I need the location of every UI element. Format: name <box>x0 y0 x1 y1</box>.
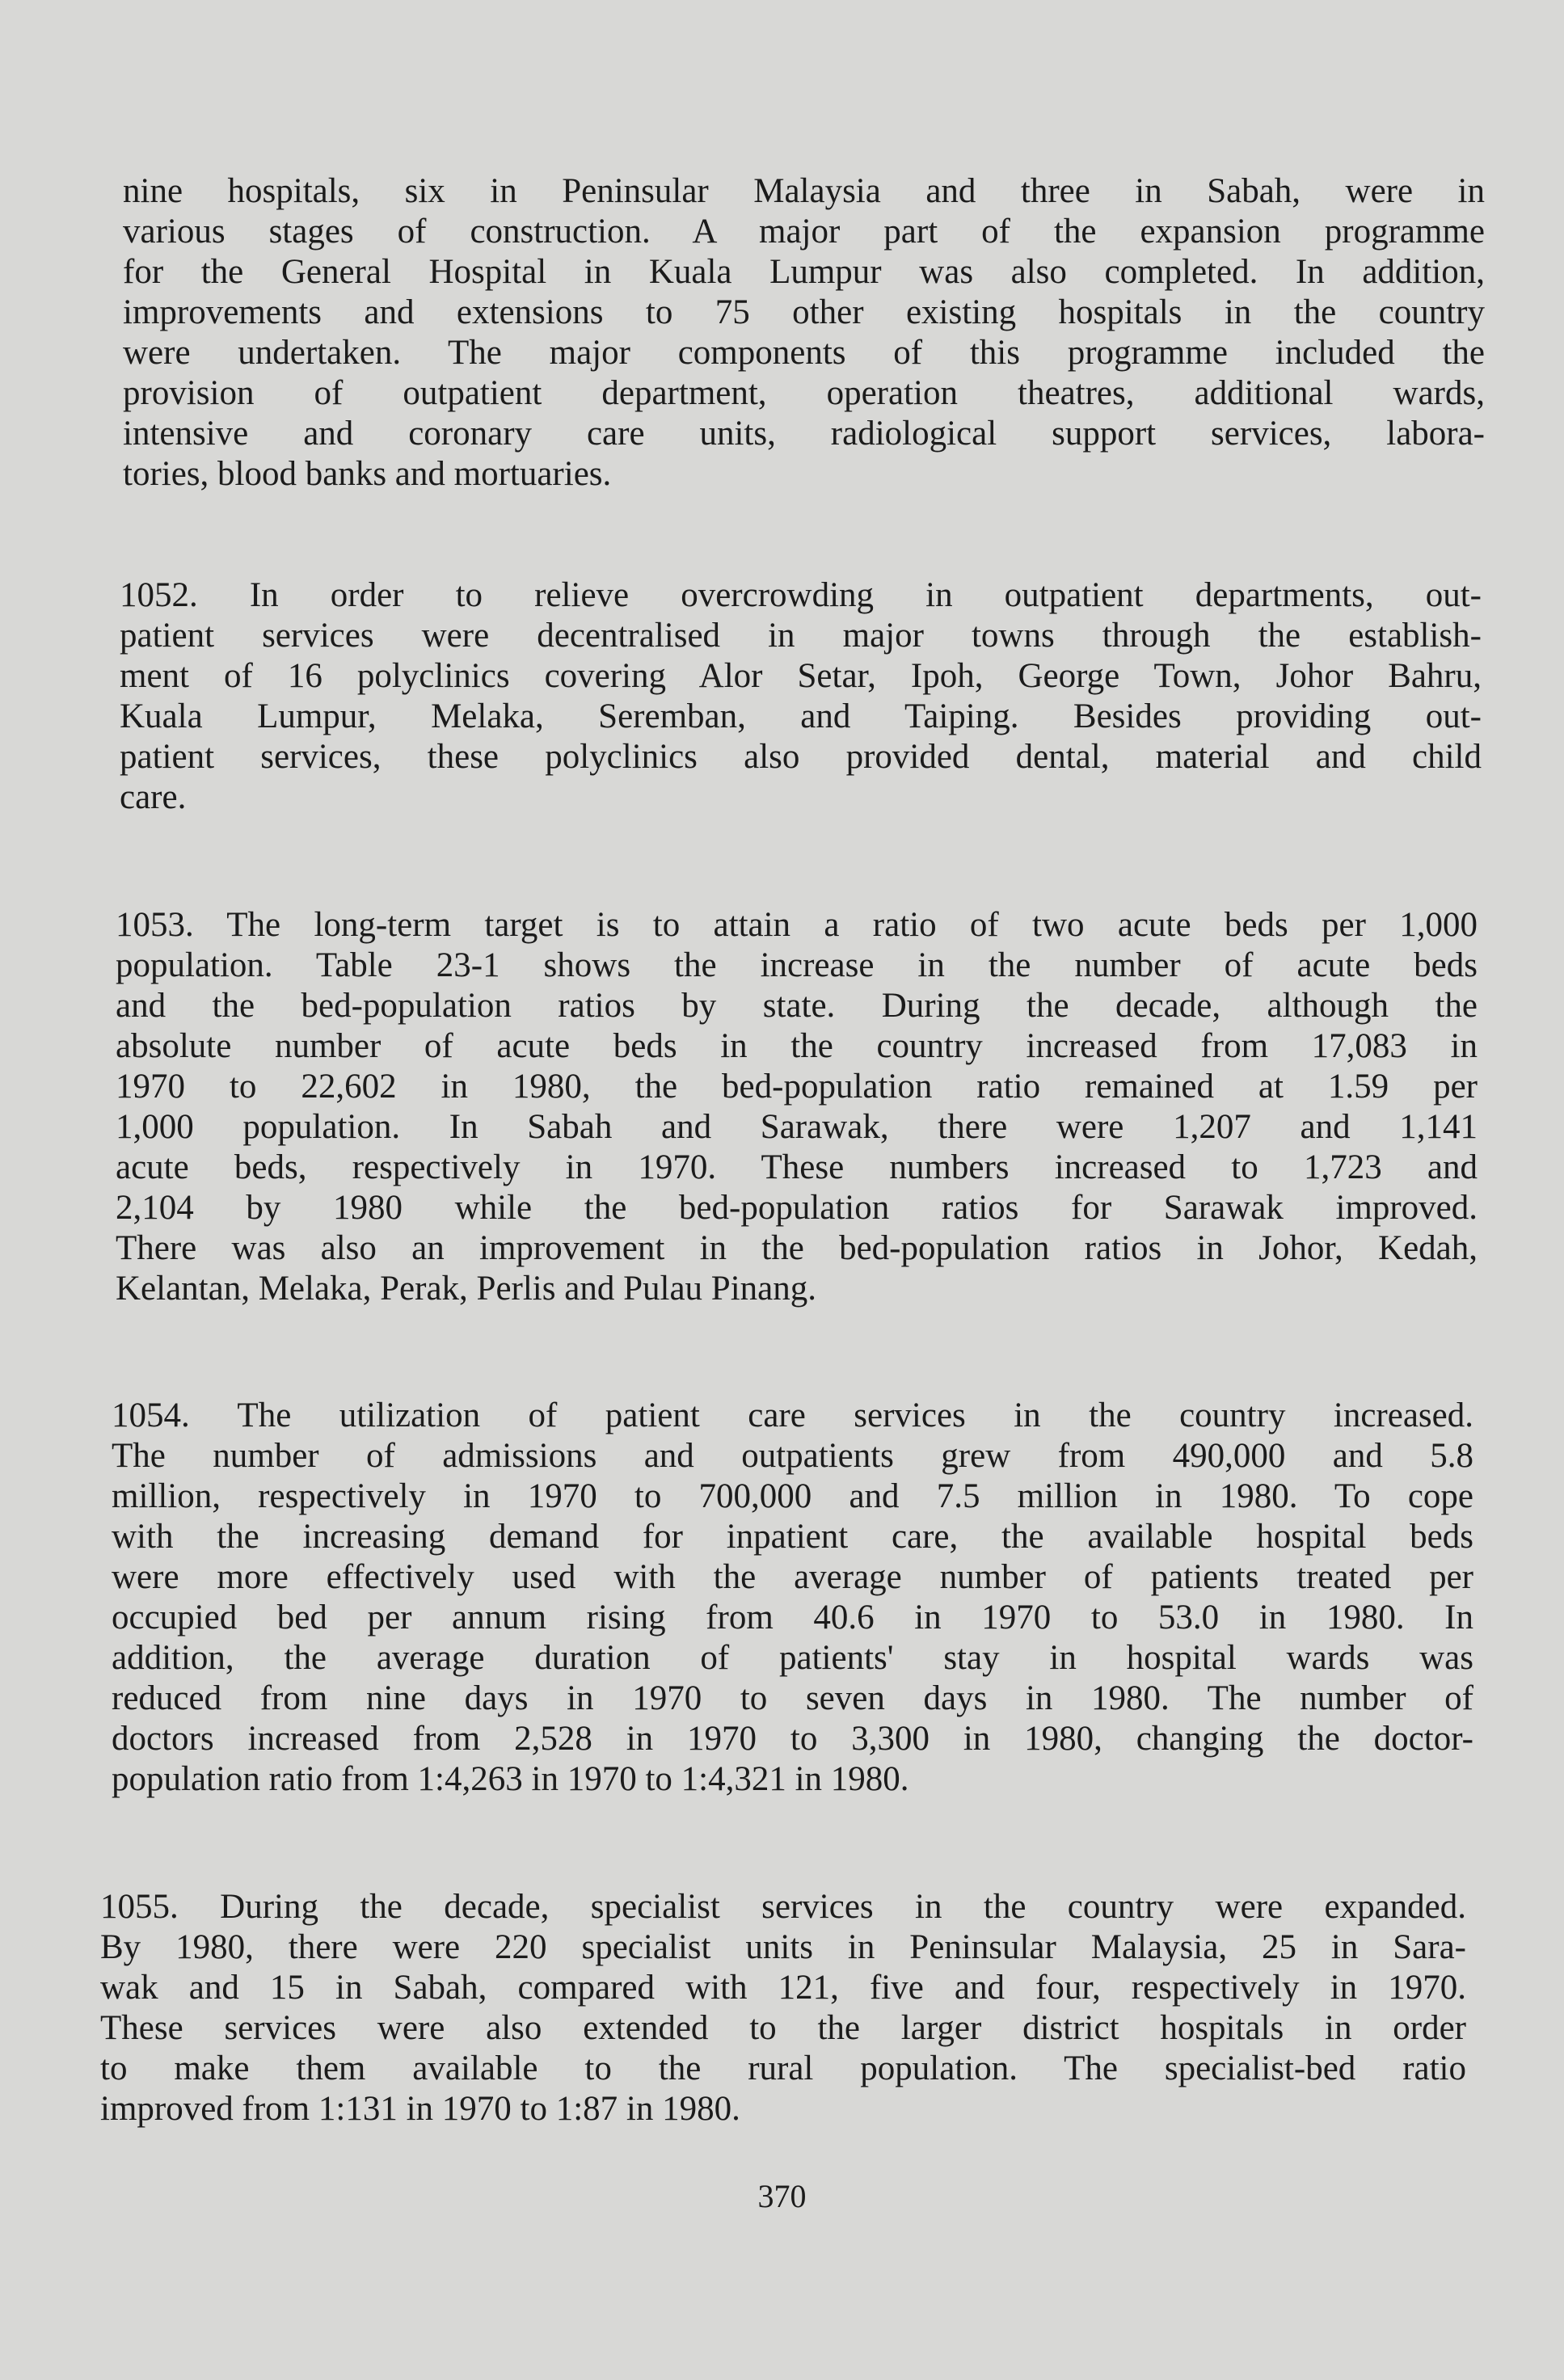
text-line: Kuala Lumpur, Melaka, Seremban, and Taiping. Besides providing out- <box>120 697 1482 735</box>
text-line: various stages of construction. A major part of the expansion programme <box>123 213 1485 251</box>
text-line: 1055. During the decade, specialist services in the country were expanded. <box>100 1888 1466 1926</box>
text-line: 2,104 by 1980 while the bed-population ratios for Sarawak improved. <box>116 1189 1478 1227</box>
text-line: provision of outpatient department, operation theatres, additional wards, <box>123 374 1485 412</box>
text-line: absolute number of acute beds in the country increased from 17,083 in <box>116 1027 1478 1065</box>
text-line: nine hospitals, six in Peninsular Malaysia and three in Sabah, were in <box>123 172 1485 210</box>
text-line: and the bed-population ratios by state. During the decade, although the <box>116 987 1478 1025</box>
text-line: with the increasing demand for inpatient care, the available hospital beds <box>112 1518 1473 1556</box>
text-line: reduced from nine days in 1970 to seven days in 1980. The number of <box>112 1679 1473 1717</box>
text-line: 1054. The utilization of patient care services in the country increased. <box>112 1396 1473 1434</box>
paragraph-1052 <box>120 575 1482 818</box>
paragraph-1055 <box>100 1887 1466 2129</box>
paragraph-1054 <box>112 1396 1473 1800</box>
text-line: Kelantan, Melaka, Perak, Perlis and Pulau Pinang. <box>116 1270 816 1308</box>
text-line: patient services were decentralised in major towns through the establish- <box>120 617 1482 655</box>
paragraph-1053 <box>116 905 1478 1309</box>
text-line: improved from 1:131 in 1970 to 1:87 in 1980. <box>100 2090 740 2128</box>
text-line: These services were also extended to the larger district hospitals in order <box>100 2009 1466 2047</box>
paragraph-continued <box>123 171 1485 495</box>
text-line: There was also an improvement in the bed-population ratios in Johor, Kedah, <box>116 1229 1478 1267</box>
text-line: occupied bed per annum rising from 40.6 in 1970 to 53.0 in 1980. In <box>112 1599 1473 1637</box>
text-line: population ratio from 1:4,263 in 1970 to 1:4,321 in 1980. <box>112 1760 909 1798</box>
text-line: By 1980, there were 220 specialist units in Peninsular Malaysia, 25 in Sara- <box>100 1928 1466 1966</box>
text-line: population. Table 23-1 shows the increase in the number of acute beds <box>116 946 1478 984</box>
text-line: tories, blood banks and mortuaries. <box>123 455 612 493</box>
text-line: 1970 to 22,602 in 1980, the bed-population ratio remained at 1.59 per <box>116 1068 1478 1106</box>
text-line: care. <box>120 778 187 816</box>
text-line: doctors increased from 2,528 in 1970 to 3,300 in 1980, changing the doctor- <box>112 1720 1473 1758</box>
text-line: 1053. The long-term target is to attain a ratio of two acute beds per 1,000 <box>116 906 1478 944</box>
text-line: for the General Hospital in Kuala Lumpur was also completed. In addition, <box>123 253 1485 291</box>
text-line: improvements and extensions to 75 other existing hospitals in the country <box>123 293 1485 331</box>
page-number: 370 <box>757 2178 807 2214</box>
text-line: patient services, these polyclinics also provided dental, material and child <box>120 738 1482 776</box>
text-line: The number of admissions and outpatients grew from 490,000 and 5.8 <box>112 1437 1473 1475</box>
text-line: intensive and coronary care units, radiological support services, labora- <box>123 415 1485 453</box>
text-line: 1052. In order to relieve overcrowding in outpatient departments, out- <box>120 576 1482 614</box>
text-line: were undertaken. The major components of this programme included the <box>123 334 1485 372</box>
text-line: acute beds, respectively in 1970. These numbers increased to 1,723 and <box>116 1148 1478 1186</box>
text-line: million, respectively in 1970 to 700,000 and 7.5 million in 1980. To cope <box>112 1477 1473 1515</box>
text-line: to make them available to the rural population. The specialist-bed ratio <box>100 2049 1466 2087</box>
text-line: wak and 15 in Sabah, compared with 121, five and four, respectively in 1970. <box>100 1969 1466 2007</box>
text-line: addition, the average duration of patients' stay in hospital wards was <box>112 1639 1473 1677</box>
text-line: ment of 16 polyclinics covering Alor Setar, Ipoh, George Town, Johor Bahru, <box>120 657 1482 695</box>
text-line: 1,000 population. In Sabah and Sarawak, there were 1,207 and 1,141 <box>116 1108 1478 1146</box>
text-line: were more effectively used with the average number of patients treated per <box>112 1558 1473 1596</box>
